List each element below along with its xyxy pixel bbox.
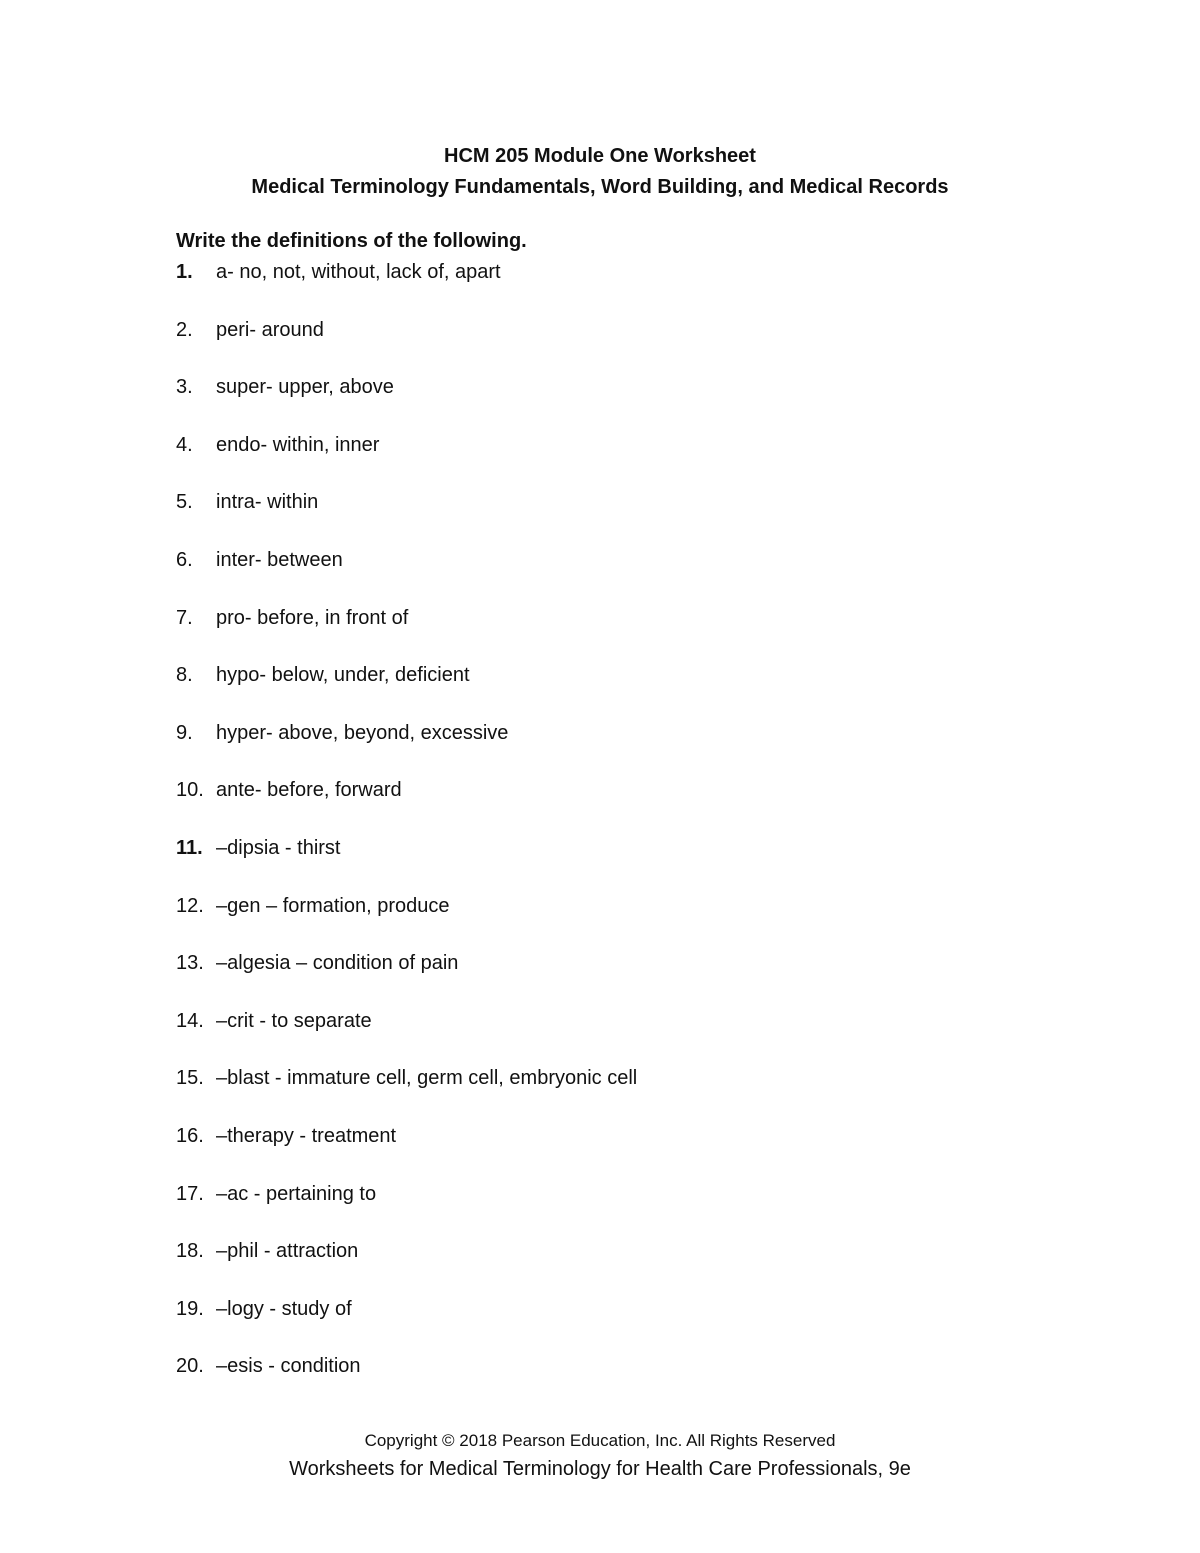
item-number: 1. [176, 261, 193, 283]
list-item [176, 834, 1076, 892]
item-number: 4. [176, 433, 193, 456]
list-item [176, 776, 1076, 834]
page-subtitle: Medical Terminology Fundamentals, Word Building, and Medical Records [251, 176, 949, 198]
item-text: –esis - condition [216, 1355, 361, 1378]
item-number: 6. [176, 548, 193, 571]
item-text: intra- within [216, 491, 319, 514]
list-item [176, 316, 1076, 374]
list-item [176, 1180, 1076, 1238]
instructions: Write the definitions of the following. [176, 230, 527, 252]
title-block [0, 141, 1200, 203]
list-item [176, 949, 1076, 1007]
list-item [176, 1007, 1076, 1065]
list-item [176, 1352, 1076, 1410]
item-number: 8. [176, 664, 193, 687]
item-text: –algesia – condition of pain [216, 952, 459, 975]
item-text: hypo- below, under, deficient [216, 664, 470, 687]
item-number: 12. [176, 894, 204, 917]
item-number: 17. [176, 1182, 204, 1205]
item-number: 13. [176, 952, 204, 975]
list-item [176, 1237, 1076, 1295]
item-number: 19. [176, 1297, 204, 1320]
copyright-notice: Copyright © 2018 Pearson Education, Inc. All Rights Reserved [364, 1431, 836, 1450]
item-number: 9. [176, 721, 193, 744]
item-text: super- upper, above [216, 376, 394, 399]
item-number: 18. [176, 1240, 204, 1263]
item-number: 11. [176, 836, 203, 859]
item-text: ante- before, forward [216, 779, 402, 802]
list-item [176, 373, 1076, 431]
list-item [176, 431, 1076, 489]
definitions-list [176, 258, 1076, 1410]
item-text: –crit - to separate [216, 1009, 372, 1032]
item-number: 16. [176, 1124, 204, 1147]
book-title: Worksheets for Medical Terminology for Health Care Professionals, 9e [289, 1458, 911, 1480]
item-text: –phil - attraction [216, 1240, 359, 1263]
item-number: 15. [176, 1067, 204, 1090]
item-number: 5. [176, 491, 193, 514]
list-item [176, 1064, 1076, 1122]
item-number: 3. [176, 376, 193, 399]
list-item [176, 1122, 1076, 1180]
item-text: –dipsia - thirst [216, 836, 341, 859]
list-item [176, 661, 1076, 719]
item-text: peri- around [216, 318, 324, 341]
item-number: 10. [176, 779, 204, 802]
item-text: endo- within, inner [216, 433, 380, 456]
item-number: 20. [176, 1355, 204, 1378]
item-text: inter- between [216, 548, 343, 571]
item-number: 2. [176, 318, 193, 341]
item-number: 14. [176, 1009, 204, 1032]
item-text: a- no, not, without, lack of, apart [216, 261, 501, 283]
item-text: –ac - pertaining to [216, 1182, 377, 1205]
list-item [176, 258, 1076, 316]
item-text: pro- before, in front of [216, 606, 409, 629]
item-text: hyper- above, beyond, excessive [216, 721, 509, 744]
item-number: 7. [176, 606, 193, 629]
list-item [176, 1295, 1076, 1353]
item-text: –therapy - treatment [216, 1124, 397, 1147]
list-item [176, 488, 1076, 546]
item-text: –blast - immature cell, germ cell, embryonic cell [216, 1067, 638, 1090]
page-footer [0, 1428, 1200, 1484]
list-item [176, 546, 1076, 604]
list-item [176, 892, 1076, 950]
page-title: HCM 205 Module One Worksheet [444, 145, 756, 167]
list-item [176, 604, 1076, 662]
item-text: –gen – formation, produce [216, 894, 450, 917]
list-item [176, 719, 1076, 777]
item-text: –logy - study of [216, 1297, 352, 1320]
